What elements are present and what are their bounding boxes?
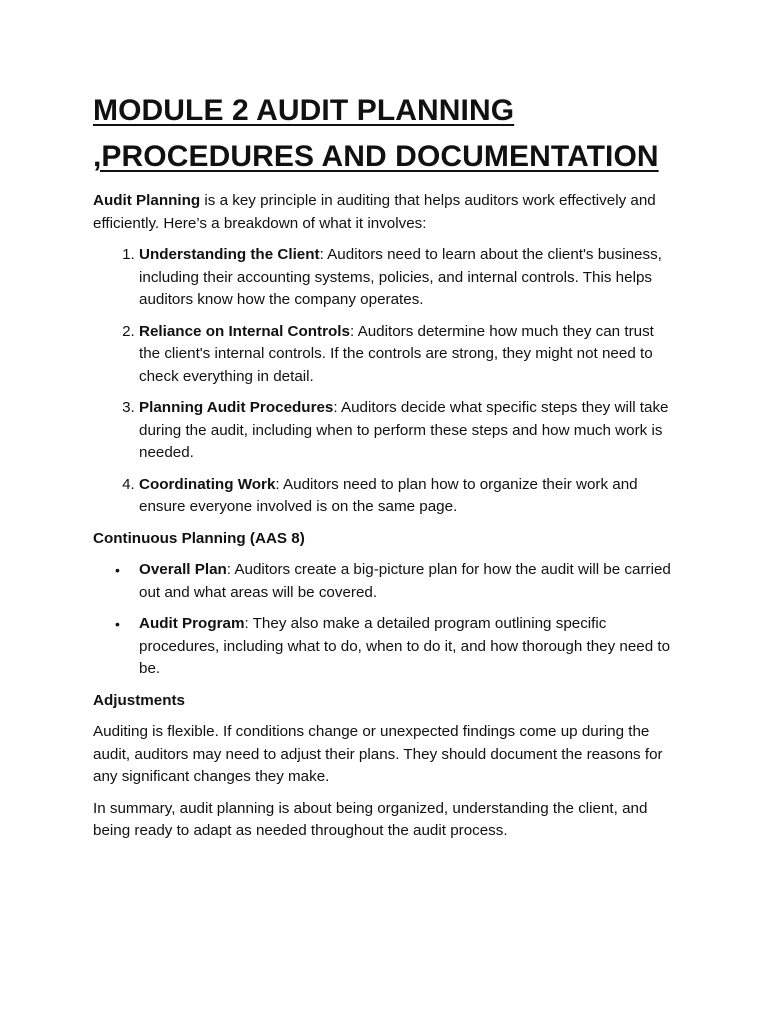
- title-line-2: ,PROCEDURES AND DOCUMENTATION: [93, 140, 659, 173]
- bullet-item-term: Overall Plan: [139, 561, 227, 578]
- bullet-icon: •: [115, 562, 120, 578]
- title-line-1: MODULE 2 AUDIT PLANNING: [93, 94, 515, 127]
- list-item-text: : Auditors determine how much they can trust the client's internal controls. If the controls are strong, they might not need to check everything in detail.: [139, 322, 654, 385]
- bullet-item: [115, 613, 678, 681]
- adjustments-heading: Adjustments: [93, 691, 185, 709]
- bullet-item-text: : Auditors create a big-picture plan for how the audit will be carried out and what areas will be covered.: [139, 561, 671, 601]
- continuous-planning-heading: Continuous Planning (AAS 8): [93, 529, 305, 547]
- list-item: [139, 474, 678, 519]
- bullet-item-text: : They also make a detailed program outlining specific procedures, including what to do, when to do it, and how thorough they need to be.: [139, 615, 671, 677]
- page-title: [93, 88, 678, 180]
- bullet-icon: •: [115, 616, 120, 632]
- bullet-item: [115, 559, 678, 604]
- intro-term: Audit Planning: [93, 192, 201, 209]
- list-item-text: : Auditors need to learn about the client's business, including their accounting systems, policies, and internal controls. This helps auditors know how the company operates.: [139, 246, 662, 308]
- bullet-list: [93, 559, 678, 681]
- list-item-term: Understanding the Client: [139, 246, 320, 263]
- list-item-term: Coordinating Work: [139, 475, 276, 493]
- list-item-term: Planning Audit Procedures: [139, 399, 334, 416]
- numbered-list: [93, 244, 678, 519]
- list-item: [139, 244, 678, 312]
- intro-paragraph: [93, 190, 678, 235]
- intro-text: is a key principle in auditing that helps auditors work effectively and efficiently. Here’s a breakdown of what it involves:: [93, 192, 656, 232]
- bullet-item-term: Audit Program: [139, 615, 245, 632]
- list-item: [139, 321, 678, 389]
- list-item-text: : Auditors decide what specific steps they will take during the audit, including when to perform these steps and how much work is needed.: [139, 399, 669, 461]
- list-item-text: : Auditors need to plan how to organize their work and ensure everyone involved is on the same page.: [139, 475, 638, 515]
- list-item: [139, 397, 678, 465]
- adjustments-paragraph: Auditing is flexible. If conditions change or unexpected findings come up during the audit, auditors may need to adjust their plans. They should document the reasons for any significant changes they make.: [93, 723, 663, 785]
- summary-paragraph: In summary, audit planning is about being organized, understanding the client, and being ready to adapt as needed throughout the audit process.: [93, 799, 648, 839]
- list-item-term: Reliance on Internal Controls: [139, 322, 350, 340]
